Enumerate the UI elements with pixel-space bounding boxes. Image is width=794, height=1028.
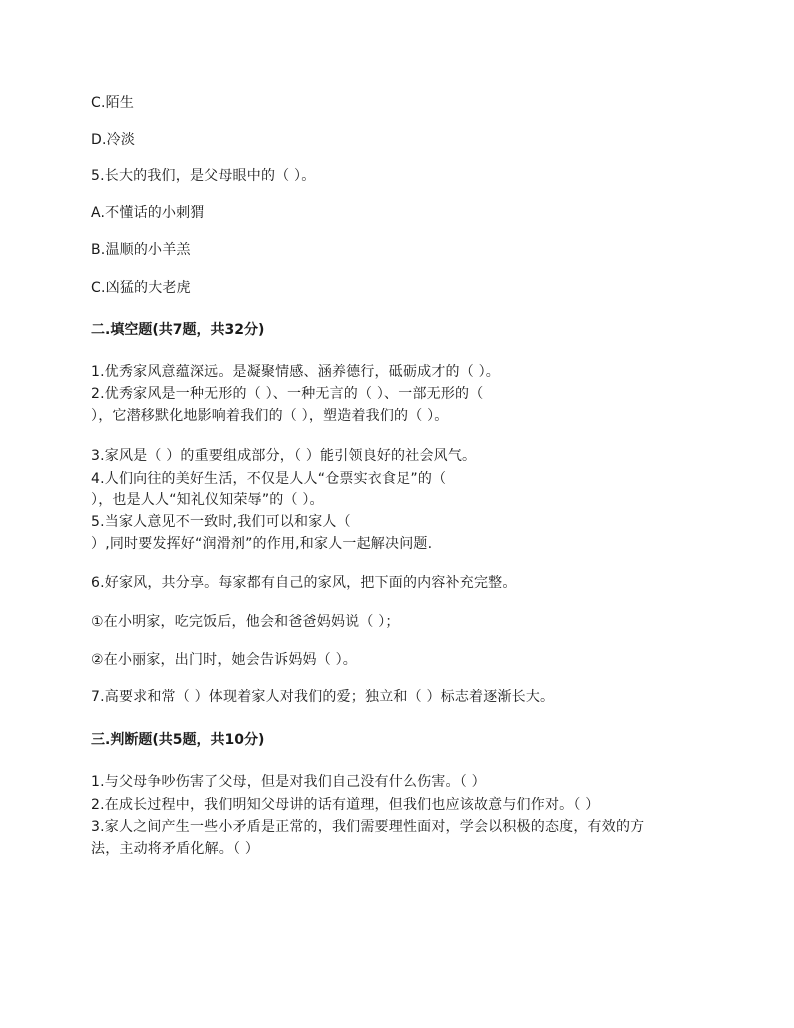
judge-question-1: 1.与父母争吵伤害了父母，但是对我们自己没有什么伤害。（ ） — [91, 774, 486, 790]
judge-question-3-line-1: 3.家人之间产生一些小矛盾是正常的，我们需要理性面对，学会以积极的态度，有效的方 — [91, 819, 645, 835]
fill-question-6-item-2: ②在小丽家，出门时，她会告诉妈妈（ ）。 — [91, 652, 357, 668]
fill-question-6-item-1: ①在小明家，吃完饭后，他会和爸爸妈妈说（ ）； — [91, 614, 400, 630]
fill-question-5-line-1: 5.当家人意见不一致时,我们可以和家人（ — [91, 514, 351, 530]
fill-question-4-line-1: 4.人们向往的美好生活，不仅是人人“仓票实衣食足”的（ — [91, 471, 447, 487]
judge-question-3-line-2: 法，主动将矛盾化解。（ ） — [91, 841, 260, 857]
fill-question-6-stem: 6.好家风，共分享。每家都有自己的家风，把下面的内容补充完整。 — [91, 575, 517, 591]
question-5-option-a: A.不懂话的小刺猬 — [91, 205, 205, 221]
question-5-option-b: B.温顺的小羊羔 — [91, 242, 191, 258]
question-4-option-d: D.冷淡 — [91, 132, 136, 148]
question-4-option-c: C.陌生 — [91, 95, 135, 111]
section-3-heading: 三.判断题(共5题，共10分) — [91, 732, 265, 748]
question-5-option-c: C.凶猛的大老虎 — [91, 280, 191, 296]
fill-question-3: 3.家风是（ ）的重要组成部分，（ ）能引领良好的社会风气。 — [91, 448, 477, 464]
question-5-stem: 5.长大的我们，是父母眼中的（ ）。 — [91, 168, 316, 184]
fill-question-4-line-2: ），也是人人“知礼仪知荣辱”的（ ）。 — [91, 492, 324, 508]
fill-question-7: 7.高要求和常（ ）体现着家人对我们的爱；独立和（ ）标志着逐渐长大。 — [91, 689, 555, 705]
fill-question-2-line-1: 2.优秀家风是一种无形的（ ）、一种无言的（ ）、一部无形的（ — [91, 386, 484, 402]
fill-question-5-line-2: ）,同时要发挥好“润滑剂”的作用,和家人一起解决问题. — [91, 536, 433, 552]
judge-question-2: 2.在成长过程中，我们明知父母讲的话有道理，但我们也应该故意与们作对。（ ） — [91, 797, 600, 813]
fill-question-1: 1.优秀家风意蕴深远。是凝聚情感、涵养德行，砥砺成才的（ ）。 — [91, 364, 501, 380]
section-2-heading: 二.填空题(共7题，共32分) — [91, 322, 265, 338]
fill-question-2-line-2: ），它潜移默化地影响着我们的（ ），塑造着我们的（ ）。 — [91, 408, 449, 424]
